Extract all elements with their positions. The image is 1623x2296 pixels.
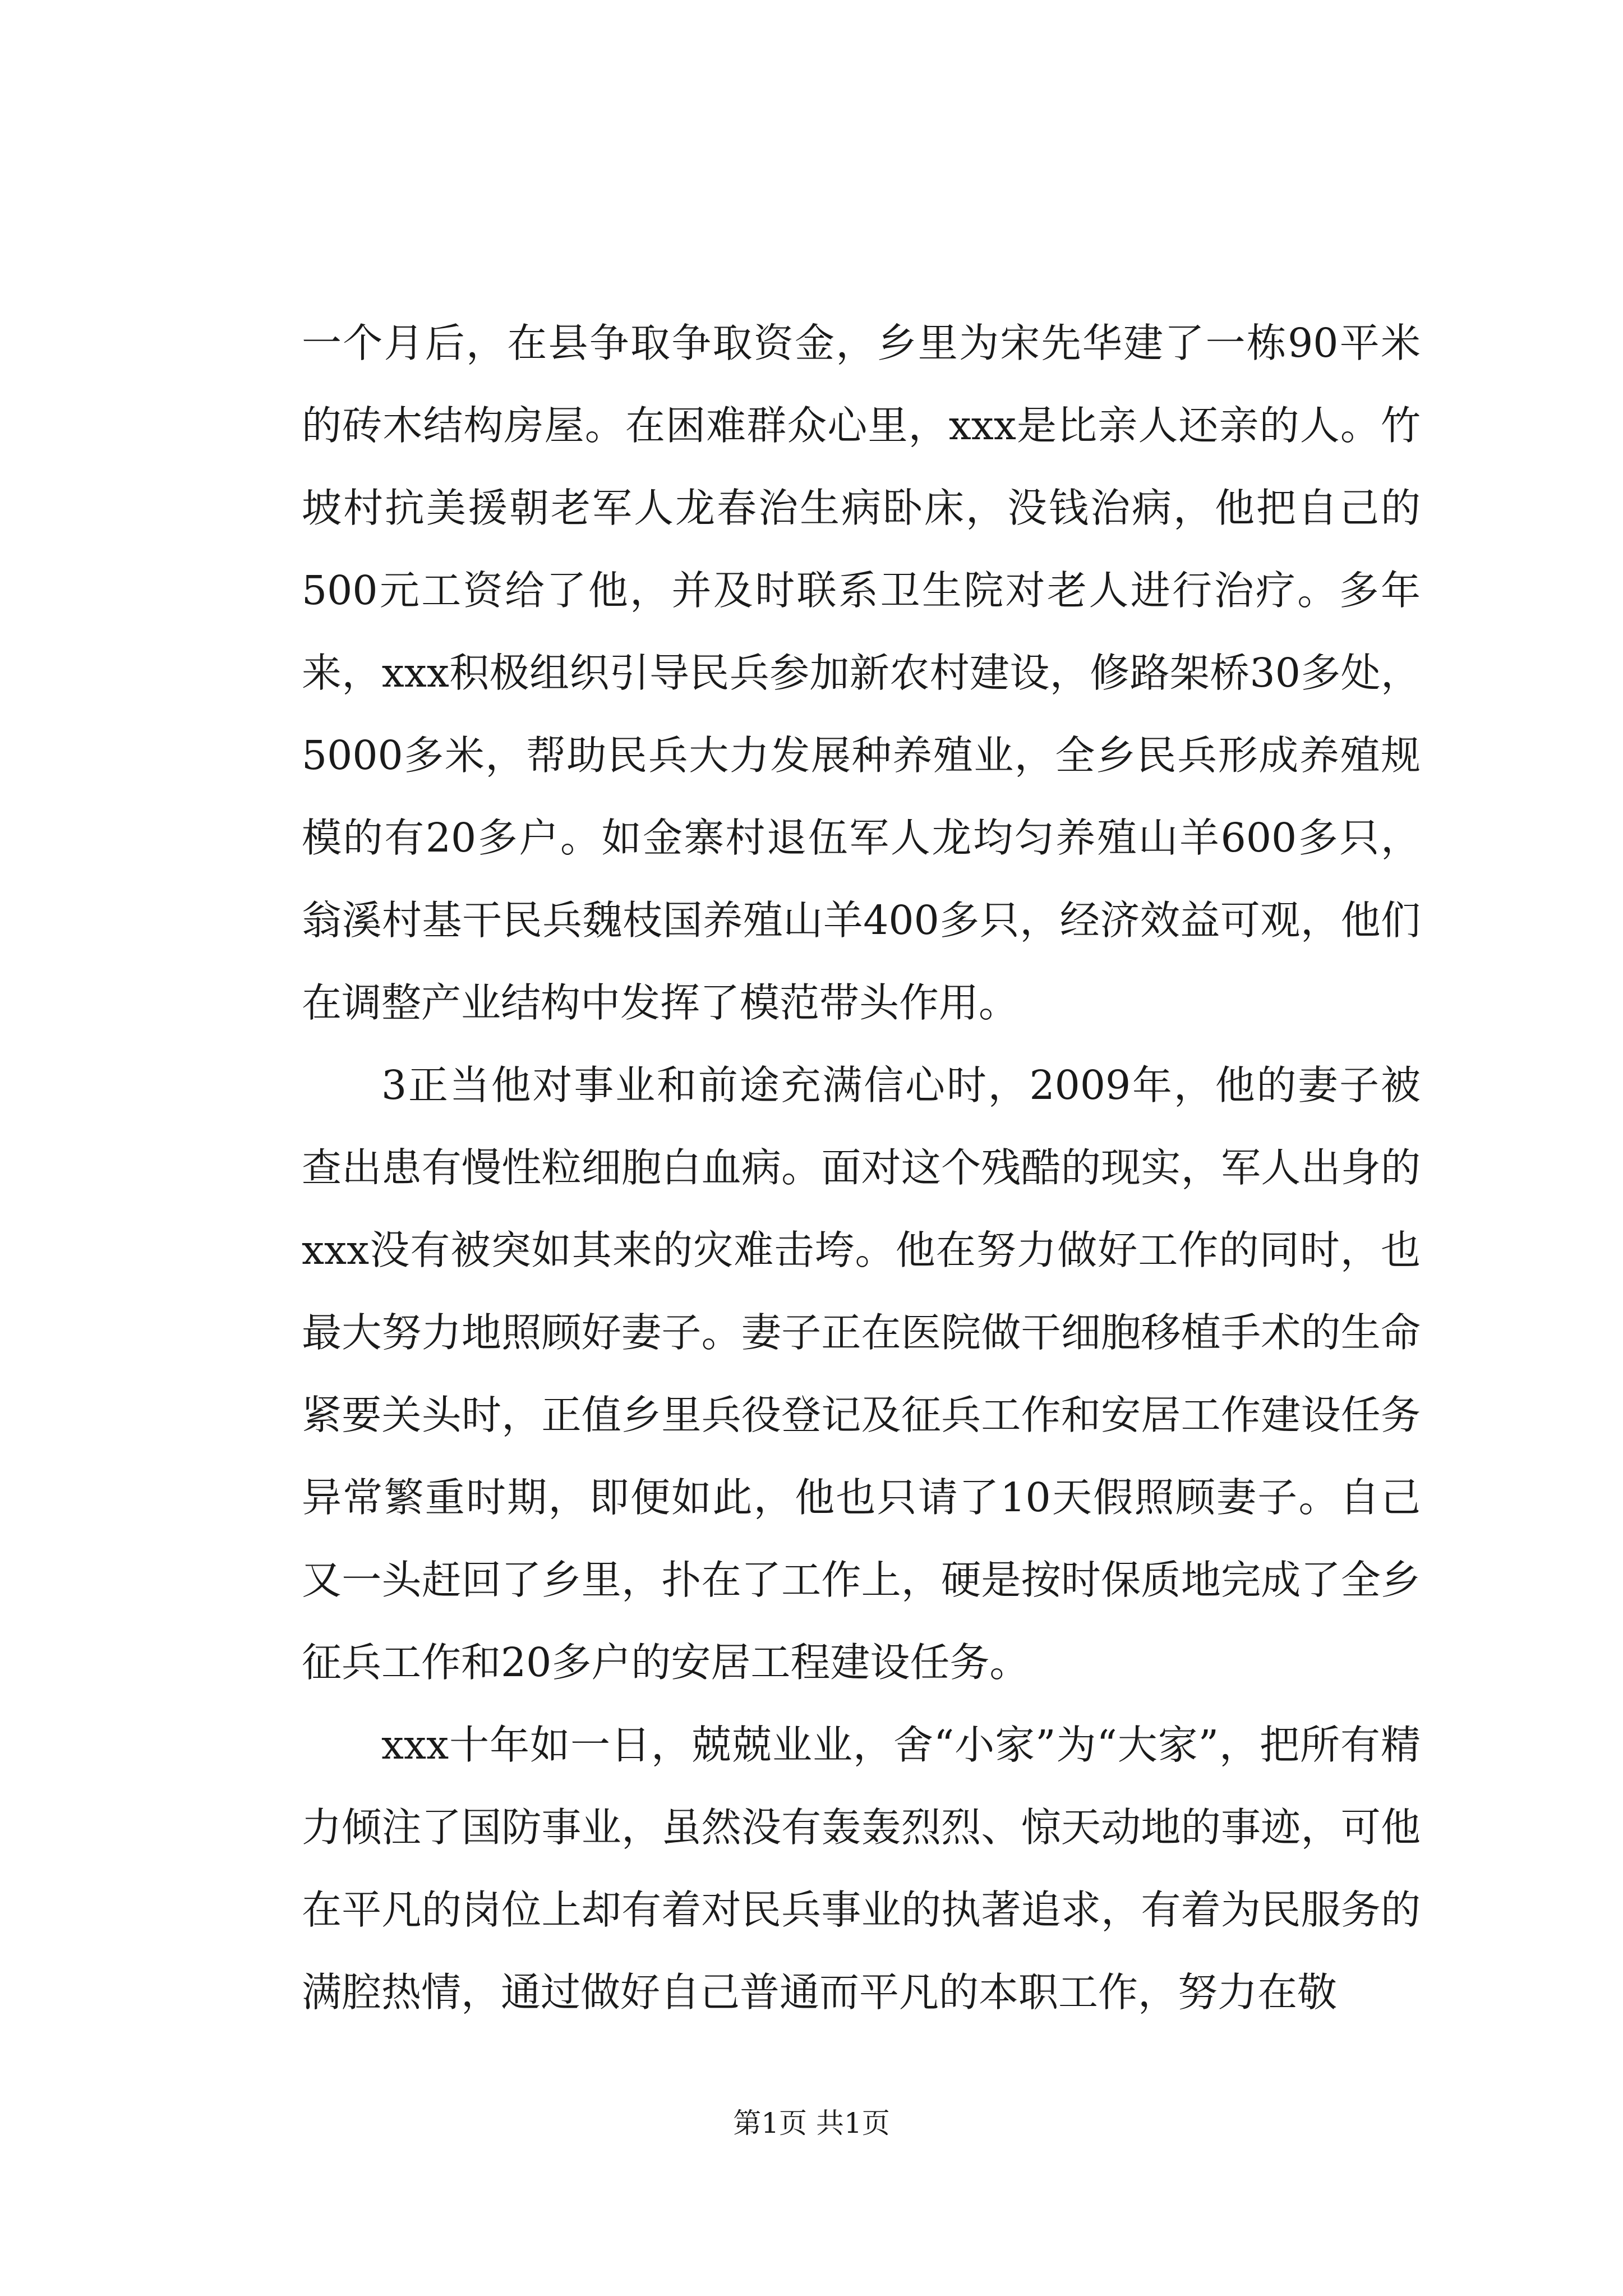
document-body <box>302 302 1421 2033</box>
page-footer <box>0 2104 1623 2143</box>
paragraph-1: 一个月后，在县争取争取资金，乡里为宋先华建了一栋90平米的砖木结构房屋。在困难群众心里，xxx是比亲人还亲的人。竹坡村抗美援朝老军人龙春治生病卧床，没钱治病，他把自己的500元工资给了他，并及时联系卫生院对老人进行治疗。多年来，xxx积极组织引导民兵参加新农村建设，修路架桥30多处，5000多米，帮助民兵大力发展种养殖业，全乡民兵形成养殖规模的有20多户。如金寨村退伍军人龙均匀养殖山羊600多只，翁溪村基干民兵魏枝国养殖山羊400多只，经济效益可观，他们在调整产业结构中发挥了模范带头作用。 <box>302 320 1421 1026</box>
paragraph-3: xxx十年如一日，兢兢业业，舍“小家”为“大家”，把所有精力倾注了国防事业，虽然没有轰轰烈烈、惊天动地的事迹，可他在平凡的岗位上却有着对民兵事业的执著追求，有着为民服务的满腔热情，通过做好自己普通而平凡的本职工作，努力在敬 <box>302 1722 1421 2016</box>
paragraph-2: 3正当他对事业和前途充满信心时，2009年，他的妻子被查出患有慢性粒细胞白血病。面对这个残酷的现实，军人出身的xxx没有被突如其来的灾难击垮。他在努力做好工作的同时，也最大努力地照顾好妻子。妻子正在医院做干细胞移植手术的生命紧要关头时，正值乡里兵役登记及征兵工作和安居工作建设任务异常繁重时期，即便如此，他也只请了10天假照顾妻子。自己又一头赶回了乡里，扑在了工作上，硬是按时保质地完成了全乡征兵工作和20多户的安居工程建设任务。 <box>302 1062 1421 1686</box>
page-number-label: 第1页 共1页 <box>733 2107 890 2139</box>
